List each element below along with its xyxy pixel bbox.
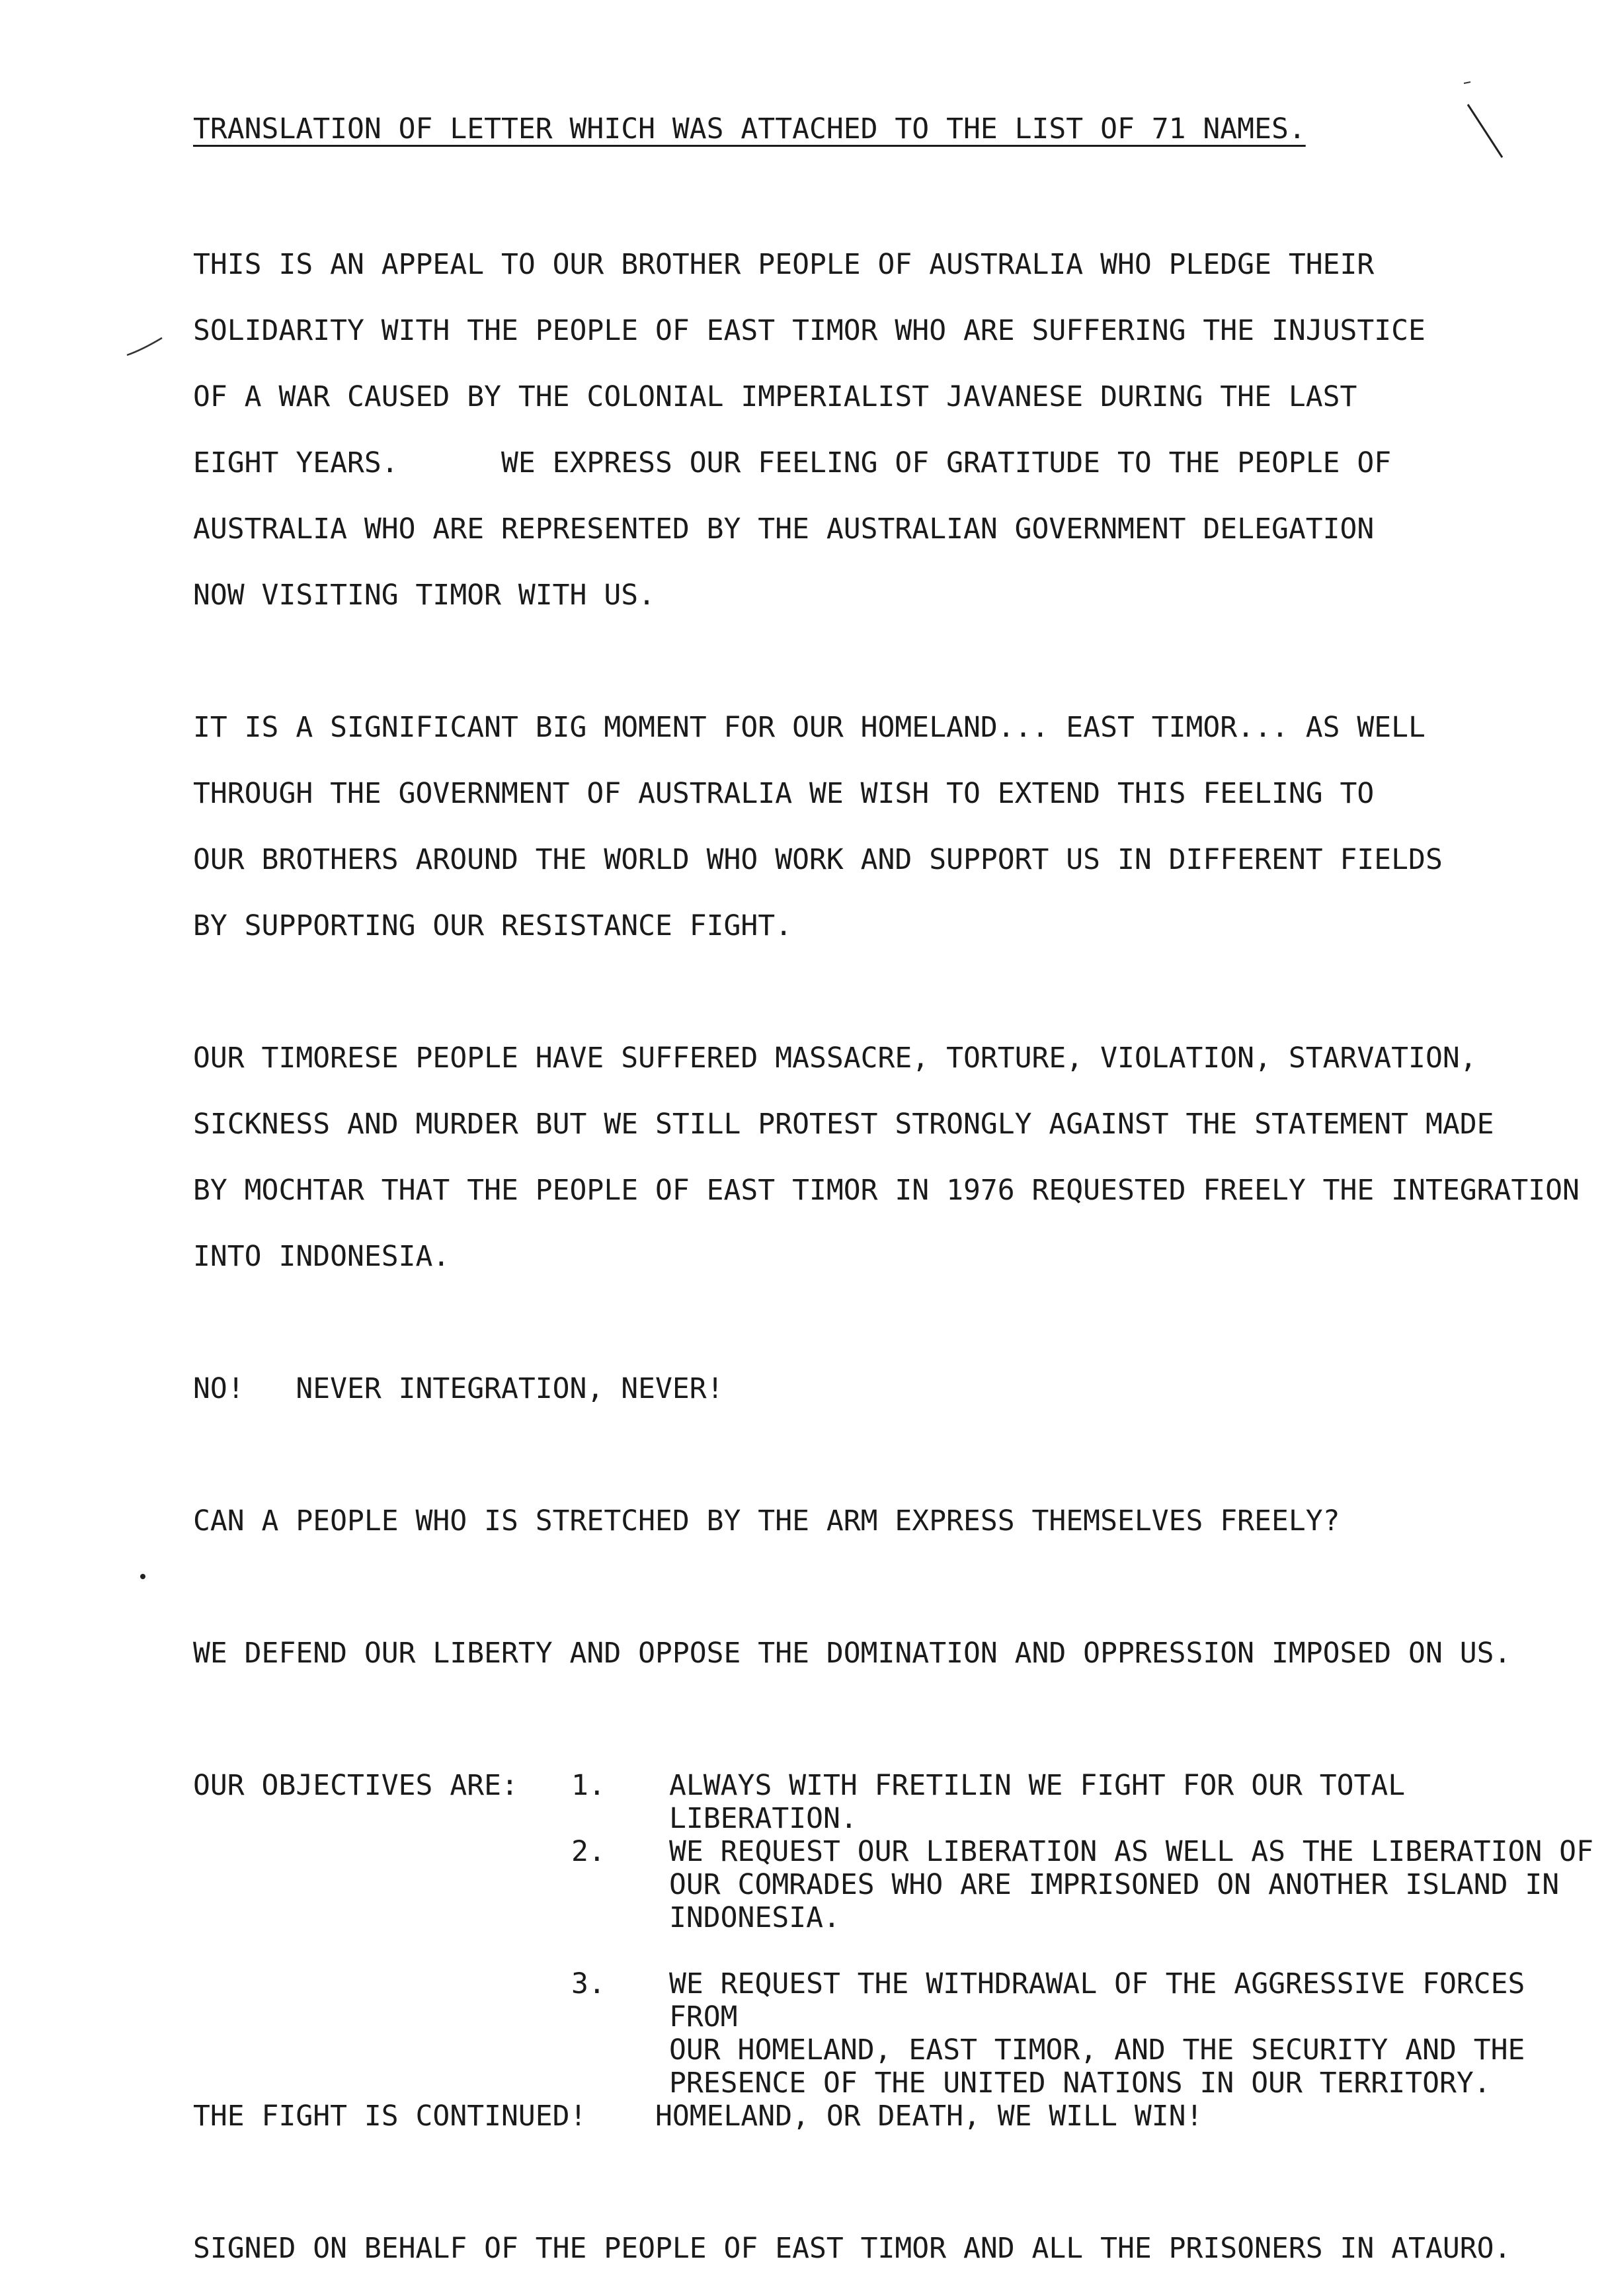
objective-number: 1.: [571, 1769, 606, 1802]
paragraph2-line: THROUGH THE GOVERNMENT OF AUSTRALIA WE WISH TO EXTEND THIS FEELING TO: [193, 777, 1375, 810]
objective-number: 3.: [571, 1967, 606, 2000]
objective-text: WE REQUEST OUR LIBERATION AS WELL AS THE LIBERATION OF OUR COMRADES WHO ARE IMPRISONED ON ANOTHER ISLAND IN INDONESIA.: [669, 1835, 1593, 1934]
paragraph3-line: INTO INDONESIA.: [193, 1240, 450, 1273]
paragraph1-line: EIGHT YEARS. WE EXPRESS OUR FEELING OF GRATITUDE TO THE PEOPLE OF: [193, 446, 1392, 479]
paragraph1-line: THIS IS AN APPEAL TO OUR BROTHER PEOPLE OF AUSTRALIA WHO PLEDGE THEIR: [193, 248, 1375, 281]
fight-continued-line: THE FIGHT IS CONTINUED! HOMELAND, OR DEATH, WE WILL WIN!: [193, 2100, 1203, 2133]
paragraph1-line: NOW VISITING TIMOR WITH US.: [193, 579, 655, 612]
paragraph3-line: BY MOCHTAR THAT THE PEOPLE OF EAST TIMOR IN 1976 REQUESTED FREELY THE INTEGRATION: [193, 1174, 1580, 1207]
never-integration-line: NO! NEVER INTEGRATION, NEVER!: [193, 1372, 724, 1405]
paragraph1-line: OF A WAR CAUSED BY THE COLONIAL IMPERIALIST JAVANESE DURING THE LAST: [193, 380, 1357, 413]
dot-mark: [139, 1573, 147, 1580]
document-title: TRANSLATION OF LETTER WHICH WAS ATTACHED TO THE LIST OF 71 NAMES.: [193, 112, 1306, 145]
paragraph2-line: OUR BROTHERS AROUND THE WORLD WHO WORK AND SUPPORT US IN DIFFERENT FIELDS: [193, 843, 1443, 876]
pen-mark-left: [126, 334, 165, 360]
paragraph2-line: BY SUPPORTING OUR RESISTANCE FIGHT.: [193, 909, 793, 942]
objective-text: ALWAYS WITH FRETILIN WE FIGHT FOR OUR TOTAL LIBERATION.: [669, 1769, 1406, 1835]
paragraph2-line: IT IS A SIGNIFICANT BIG MOMENT FOR OUR HOMELAND... EAST TIMOR... AS WELL: [193, 711, 1426, 744]
paragraph3-line: SICKNESS AND MURDER BUT WE STILL PROTEST STRONGLY AGAINST THE STATEMENT MADE: [193, 1108, 1494, 1141]
defend-liberty-line: WE DEFEND OUR LIBERTY AND OPPOSE THE DOMINATION AND OPPRESSION IMPOSED ON US.: [193, 1637, 1511, 1670]
signed-line: SIGNED ON BEHALF OF THE PEOPLE OF EAST TIMOR AND ALL THE PRISONERS IN ATAURO.: [193, 2232, 1511, 2265]
pen-mark-top-right: [1461, 78, 1508, 164]
paragraph3-line: OUR TIMORESE PEOPLE HAVE SUFFERED MASSACRE, TORTURE, VIOLATION, STARVATION,: [193, 1042, 1477, 1075]
objective-number: 2.: [571, 1835, 606, 1868]
objectives-label: OUR OBJECTIVES ARE:: [193, 1769, 518, 1802]
question-line: CAN A PEOPLE WHO IS STRETCHED BY THE ARM EXPRESS THEMSELVES FREELY?: [193, 1504, 1340, 1538]
paragraph1-line: AUSTRALIA WHO ARE REPRESENTED BY THE AUSTRALIAN GOVERNMENT DELEGATION: [193, 512, 1375, 546]
paragraph1-line: SOLIDARITY WITH THE PEOPLE OF EAST TIMOR WHO ARE SUFFERING THE INJUSTICE: [193, 314, 1426, 347]
objective-text: WE REQUEST THE WITHDRAWAL OF THE AGGRESSIVE FORCES FROM OUR HOMELAND, EAST TIMOR, AND THE SECURITY AND THE PRESENCE OF THE UNITED NATIONS IN OUR TERRITORY.: [669, 1967, 1525, 2100]
